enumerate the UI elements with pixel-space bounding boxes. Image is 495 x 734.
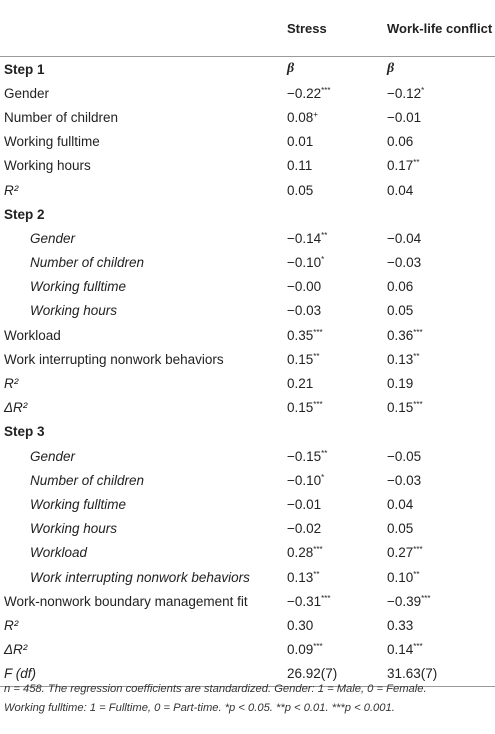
cell-value: 0.06 — [387, 279, 414, 295]
row-label: ΔR² — [4, 642, 28, 658]
row-label: Gender — [4, 85, 50, 101]
work-life-conflict-value — [387, 154, 495, 178]
work-life-conflict-value — [387, 299, 495, 323]
row-label: R² — [4, 376, 19, 392]
significance-marker: *** — [421, 593, 431, 603]
cell-value: 0.33 — [387, 617, 414, 633]
table-row — [0, 396, 495, 420]
cell-value: β — [387, 61, 395, 77]
cell-value: 0.04 — [387, 496, 414, 512]
significance-marker: ** — [321, 230, 328, 240]
cell-value: −0.31 — [287, 593, 322, 609]
cell-value: −0.03 — [287, 303, 322, 319]
row-label: Work interrupting nonwork behaviors — [30, 569, 250, 585]
table-row — [0, 202, 495, 226]
cell-value: 0.15 — [287, 351, 314, 367]
cell-value: −0.10 — [287, 472, 322, 488]
significance-marker: *** — [413, 642, 423, 652]
row-label: Number of children — [4, 109, 119, 125]
cell-value: −0.22 — [287, 85, 322, 101]
cell-value: 0.27 — [387, 545, 414, 561]
row-label: Working hours — [30, 521, 118, 537]
cell-value: 0.15 — [387, 400, 414, 416]
stress-value — [277, 420, 387, 444]
significance-marker: ** — [413, 158, 420, 168]
cell-value: β — [287, 61, 295, 77]
cell-value: −0.01 — [287, 496, 322, 512]
stress-value — [277, 105, 387, 129]
work-life-conflict-value — [387, 371, 495, 395]
table-row — [0, 468, 495, 492]
work-life-conflict-value — [387, 492, 495, 516]
work-life-conflict-value — [387, 202, 495, 226]
cell-value: 0.04 — [387, 182, 414, 198]
cell-value: 0.10 — [387, 569, 414, 585]
work-life-conflict-value — [387, 589, 495, 613]
row-label: Number of children — [30, 472, 145, 488]
cell-value: 0.11 — [287, 158, 313, 174]
cell-value: 0.21 — [287, 376, 314, 392]
stress-value — [277, 251, 387, 275]
table-row — [0, 347, 495, 371]
cell-value: −0.03 — [387, 255, 422, 271]
table-row — [0, 57, 495, 82]
stress-value — [277, 130, 387, 154]
work-life-conflict-value — [387, 444, 495, 468]
stress-value — [277, 226, 387, 250]
header-stress: Stress — [287, 20, 327, 36]
stress-value — [277, 275, 387, 299]
row-label: Working hours — [30, 303, 118, 319]
cell-value: 0.35 — [287, 327, 314, 343]
stress-value — [277, 154, 387, 178]
cell-value: 0.05 — [387, 521, 414, 537]
table-body — [0, 57, 495, 687]
cell-value: 0.08 — [287, 109, 314, 125]
cell-value: 0.36 — [387, 327, 414, 343]
cell-value: 0.14 — [387, 642, 414, 658]
stress-value — [277, 81, 387, 105]
significance-marker: + — [313, 109, 318, 119]
work-life-conflict-value — [387, 613, 495, 637]
work-life-conflict-value — [387, 565, 495, 589]
table-row — [0, 81, 495, 105]
table-row — [0, 178, 495, 202]
stress-value — [277, 323, 387, 347]
cell-value: 0.01 — [287, 134, 314, 150]
work-life-conflict-value — [387, 468, 495, 492]
significance-marker: *** — [313, 545, 323, 555]
row-label: Working fulltime — [30, 279, 127, 295]
cell-value: 0.15 — [287, 400, 314, 416]
stress-value — [277, 299, 387, 323]
stress-value — [277, 371, 387, 395]
significance-marker: * — [421, 85, 425, 95]
row-label: Gender — [30, 448, 76, 464]
row-label: Gender — [30, 230, 76, 246]
cell-value: 0.28 — [287, 545, 314, 561]
work-life-conflict-value — [387, 251, 495, 275]
cell-value: 0.30 — [287, 617, 314, 633]
cell-value: 0.13 — [287, 569, 314, 585]
table-row — [0, 444, 495, 468]
table-row — [0, 275, 495, 299]
row-label: Work interrupting nonwork behaviors — [4, 351, 224, 367]
work-life-conflict-value — [387, 323, 495, 347]
significance-marker: *** — [413, 400, 423, 410]
row-label: Working hours — [4, 158, 91, 174]
row-label: Working fulltime — [30, 496, 127, 512]
cell-value: −0.04 — [387, 230, 422, 246]
significance-marker: ** — [413, 351, 420, 361]
significance-marker: ** — [313, 351, 320, 361]
cell-value: −0.03 — [387, 472, 422, 488]
row-label: R² — [4, 182, 19, 198]
significance-marker: ** — [321, 448, 328, 458]
work-life-conflict-value — [387, 638, 495, 662]
cell-value: −0.05 — [387, 448, 422, 464]
stress-value — [277, 517, 387, 541]
row-label: Workload — [4, 327, 61, 343]
cell-value: 0.05 — [287, 182, 314, 198]
cell-value: 31.63(7) — [387, 666, 438, 682]
row-label: Step 2 — [4, 206, 45, 222]
work-life-conflict-value — [387, 105, 495, 129]
row-label: Step 1 — [4, 61, 45, 77]
work-life-conflict-value — [387, 396, 495, 420]
stress-value — [277, 396, 387, 420]
cell-value: −0.10 — [287, 255, 322, 271]
significance-marker: *** — [321, 85, 331, 95]
cell-value: 0.05 — [387, 303, 414, 319]
cell-value: −0.01 — [387, 109, 422, 125]
stress-value — [277, 444, 387, 468]
significance-marker: * — [321, 472, 325, 482]
stress-value — [277, 613, 387, 637]
table-row — [0, 105, 495, 129]
stress-value — [277, 638, 387, 662]
stress-value — [277, 347, 387, 371]
work-life-conflict-value — [387, 517, 495, 541]
table-row — [0, 589, 495, 613]
table-row — [0, 371, 495, 395]
table-row — [0, 226, 495, 250]
cell-value: −0.12 — [387, 85, 422, 101]
stress-value — [277, 589, 387, 613]
table-footnote — [4, 680, 492, 718]
cell-value: −0.02 — [287, 521, 322, 537]
table-row — [0, 541, 495, 565]
footnote-line-2: Working fulltime: 1 = Fulltime, 0 = Part-time. *p < 0.05. **p < 0.01. ***p < 0.001. — [4, 702, 395, 714]
table-row — [0, 420, 495, 444]
cell-value: −0.00 — [287, 279, 322, 295]
stress-value — [277, 57, 387, 82]
work-life-conflict-value — [387, 178, 495, 202]
table-row — [0, 130, 495, 154]
work-life-conflict-value — [387, 130, 495, 154]
table-row — [0, 517, 495, 541]
cell-value: 0.13 — [387, 351, 414, 367]
table-header-row — [0, 0, 495, 57]
significance-marker: *** — [321, 593, 331, 603]
stress-value — [277, 178, 387, 202]
row-label: Work-nonwork boundary management fit — [4, 593, 248, 609]
row-label: Workload — [30, 545, 88, 561]
table-row — [0, 565, 495, 589]
table-row — [0, 613, 495, 637]
significance-marker: *** — [313, 400, 323, 410]
cell-value: 26.92(7) — [287, 666, 338, 682]
table-row — [0, 323, 495, 347]
row-label: Step 3 — [4, 424, 45, 440]
row-label: F (df) — [4, 666, 37, 682]
stress-value — [277, 565, 387, 589]
table-row — [0, 299, 495, 323]
work-life-conflict-value — [387, 275, 495, 299]
stress-value — [277, 202, 387, 226]
significance-marker: ** — [413, 569, 420, 579]
significance-marker: *** — [413, 327, 423, 337]
stress-value — [277, 468, 387, 492]
row-label: ΔR² — [4, 400, 28, 416]
work-life-conflict-value — [387, 226, 495, 250]
work-life-conflict-value — [387, 81, 495, 105]
table-row — [0, 154, 495, 178]
table-row — [0, 492, 495, 516]
cell-value: 0.17 — [387, 158, 414, 174]
footnote-line-1: n = 458. The regression coefficients are standardized. Gender: 1 = Male, 0 = Female. — [4, 683, 427, 695]
header-label-column — [0, 0, 277, 57]
significance-marker: * — [321, 255, 325, 265]
work-life-conflict-value — [387, 347, 495, 371]
cell-value: −0.39 — [387, 593, 422, 609]
header-work-life-conflict: Work-life conflict — [387, 20, 493, 36]
significance-marker: ** — [313, 569, 320, 579]
cell-value: 0.06 — [387, 134, 414, 150]
table-row — [0, 251, 495, 275]
cell-value: −0.15 — [287, 448, 322, 464]
work-life-conflict-value — [387, 57, 495, 82]
cell-value: −0.14 — [287, 230, 322, 246]
cell-value: 0.19 — [387, 376, 414, 392]
significance-marker: *** — [313, 327, 323, 337]
table-row — [0, 638, 495, 662]
significance-marker: *** — [313, 642, 323, 652]
stress-value — [277, 541, 387, 565]
row-label: Number of children — [30, 255, 145, 271]
row-label: R² — [4, 617, 19, 633]
cell-value: 0.09 — [287, 642, 314, 658]
stress-value — [277, 492, 387, 516]
work-life-conflict-value — [387, 420, 495, 444]
work-life-conflict-value — [387, 541, 495, 565]
significance-marker: *** — [413, 545, 423, 555]
row-label: Working fulltime — [4, 134, 100, 150]
